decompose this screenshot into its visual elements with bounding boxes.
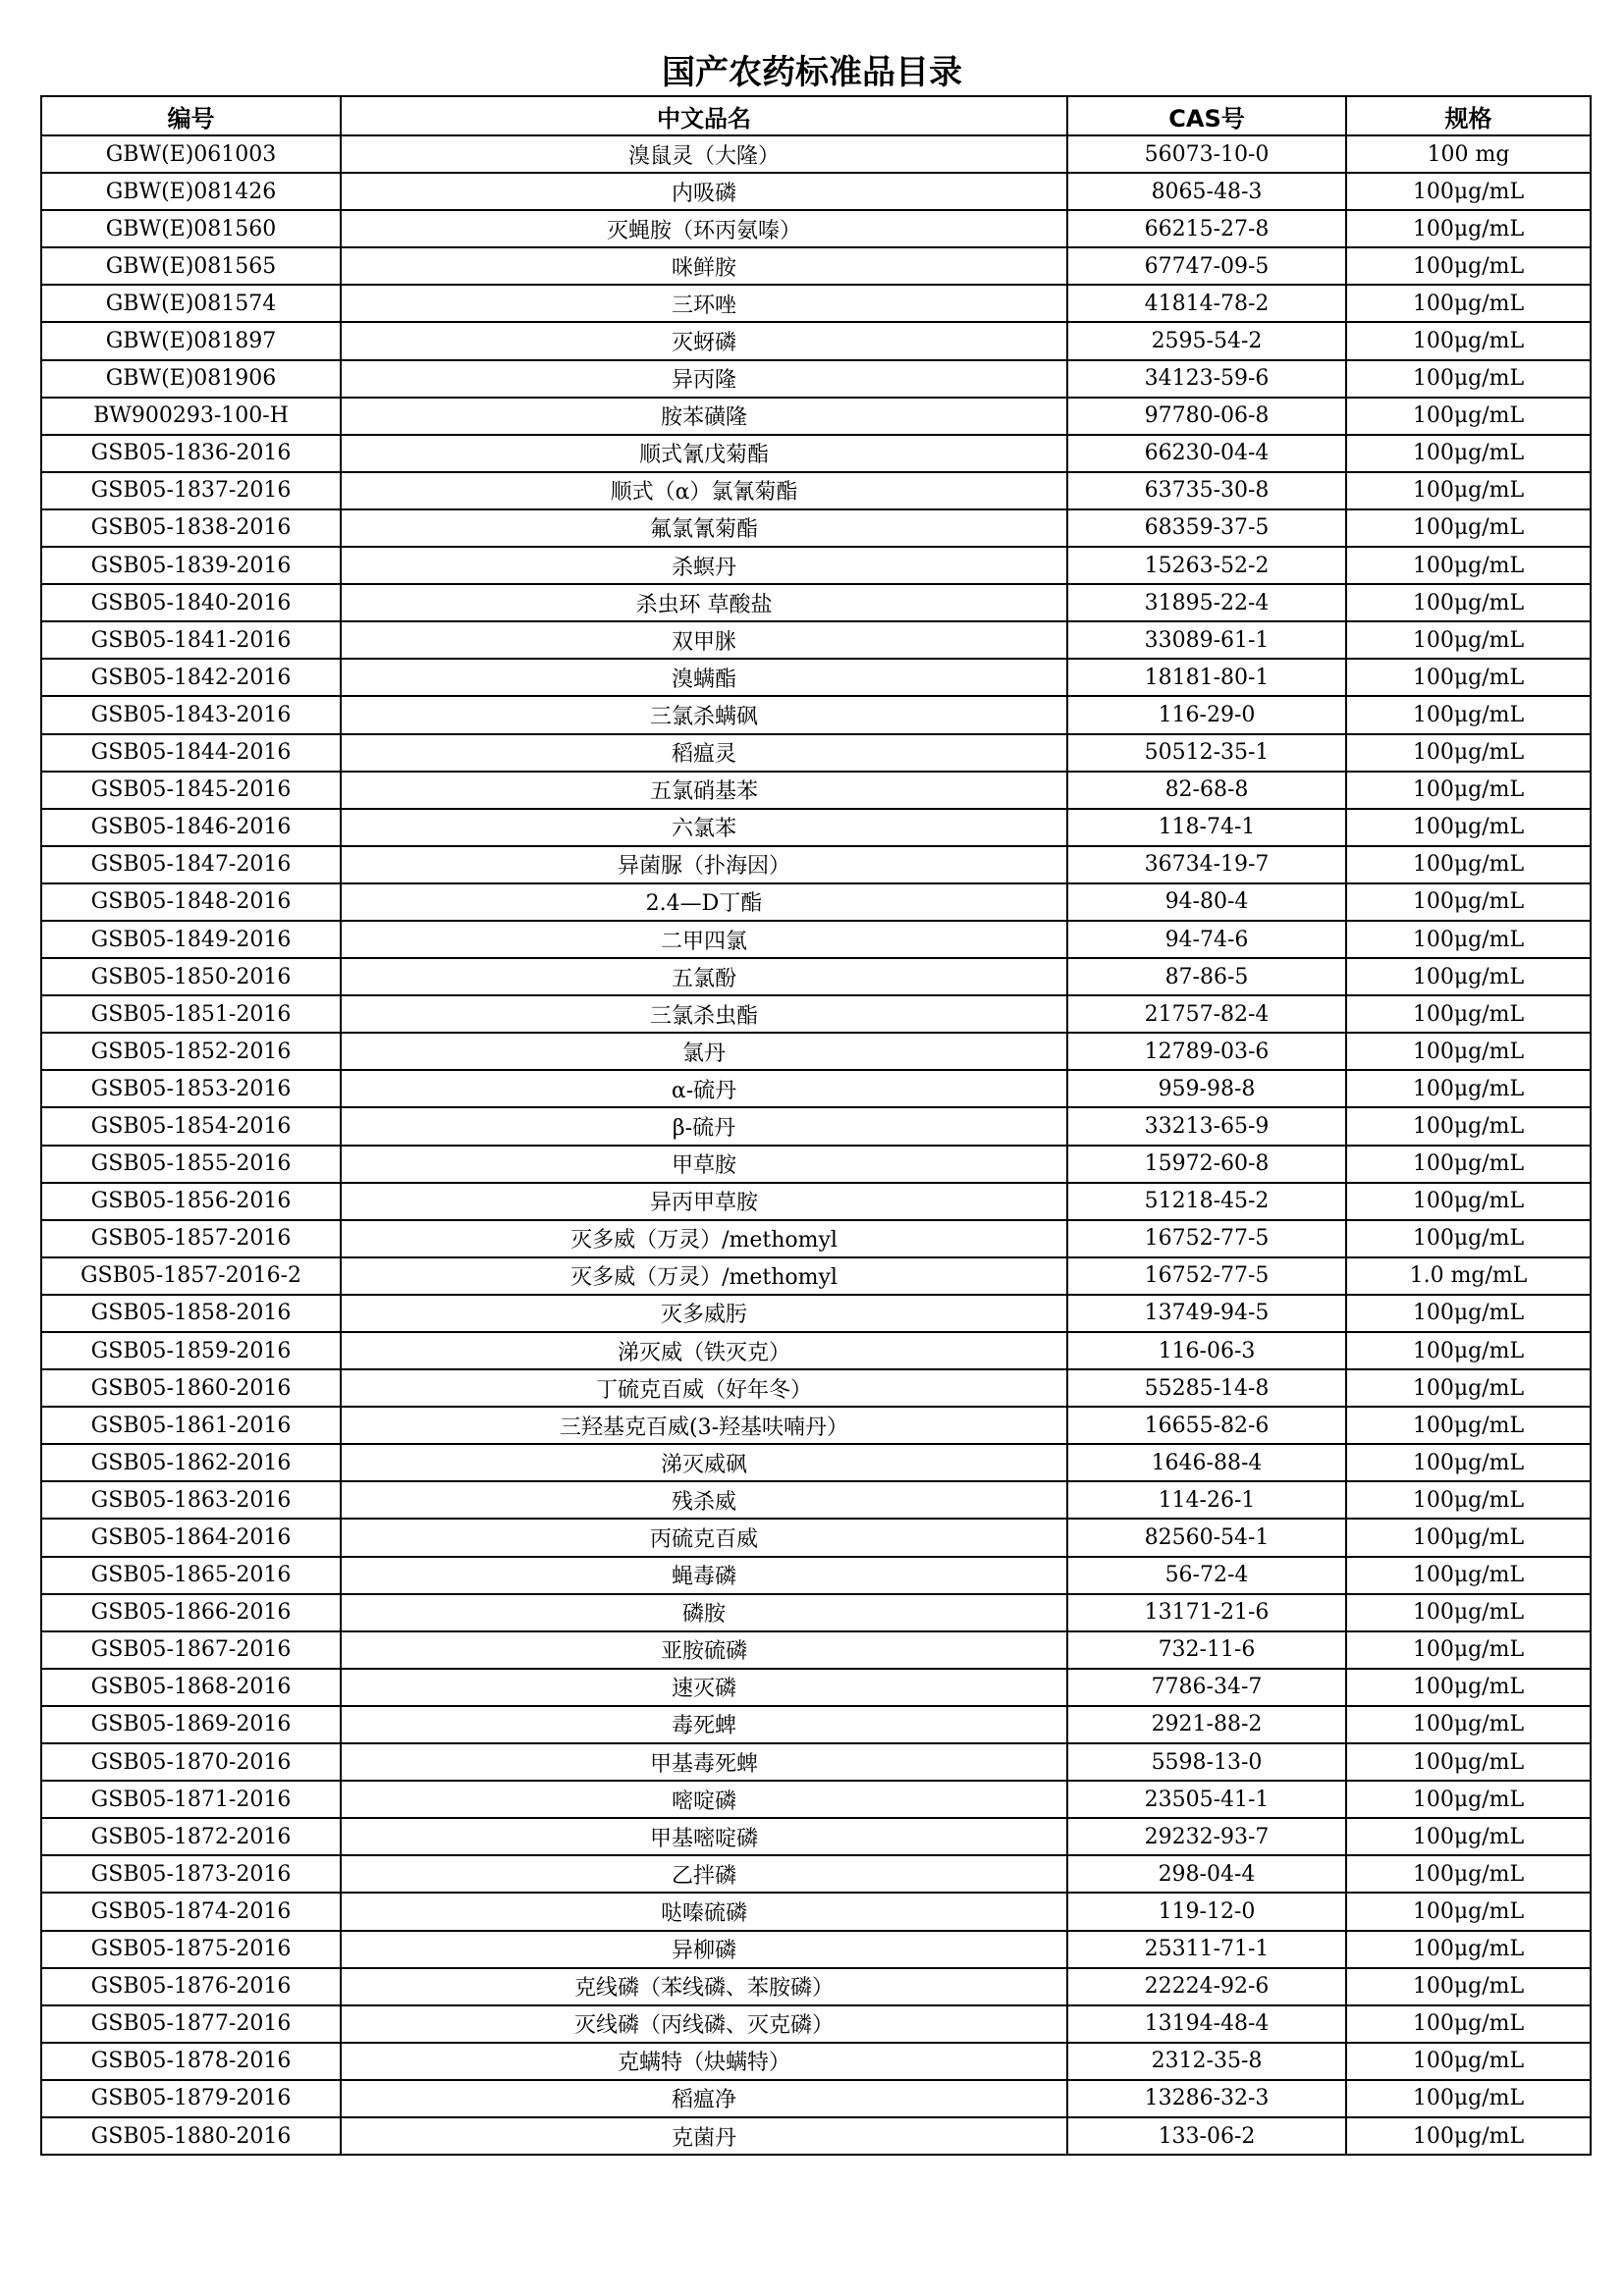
cell-spec: 100μg/mL [1346, 2005, 1591, 2043]
cell-name: α-硫丹 [341, 1070, 1067, 1107]
cell-name: 亚胺硫磷 [341, 1631, 1067, 1669]
cell-cas: 8065-48-3 [1067, 173, 1346, 210]
cell-spec: 100μg/mL [1346, 173, 1591, 210]
cell-code: GSB05-1873-2016 [41, 1855, 341, 1893]
cell-code: GSB05-1837-2016 [41, 472, 341, 509]
cell-spec: 100μg/mL [1346, 809, 1591, 846]
cell-name: 双甲脒 [341, 621, 1067, 659]
cell-cas: 82-68-8 [1067, 772, 1346, 809]
cell-cas: 34123-59-6 [1067, 360, 1346, 398]
cell-cas: 2312-35-8 [1067, 2043, 1346, 2080]
table-row [41, 1893, 1591, 1930]
cell-name: 甲草胺 [341, 1146, 1067, 1183]
table-row [41, 360, 1591, 398]
cell-cas: 133-06-2 [1067, 2117, 1346, 2155]
cell-code: GSB05-1852-2016 [41, 1033, 341, 1070]
cell-spec: 100μg/mL [1346, 1743, 1591, 1781]
table-row [41, 883, 1591, 921]
table-row [41, 734, 1591, 772]
cell-code: GSB05-1879-2016 [41, 2080, 341, 2117]
cell-name: 杀虫环 草酸盐 [341, 584, 1067, 621]
cell-spec: 100μg/mL [1346, 1146, 1591, 1183]
table-row [41, 435, 1591, 472]
table-row [41, 1669, 1591, 1706]
cell-code: GSB05-1845-2016 [41, 772, 341, 809]
table-row [41, 1146, 1591, 1183]
table-row [41, 921, 1591, 958]
cell-spec: 100μg/mL [1346, 1070, 1591, 1107]
cell-spec: 100μg/mL [1346, 547, 1591, 584]
cell-cas: 31895-22-4 [1067, 584, 1346, 621]
table-row [41, 247, 1591, 285]
table-row [41, 1070, 1591, 1107]
table-row [41, 210, 1591, 247]
cell-cas: 2921-88-2 [1067, 1706, 1346, 1743]
cell-code: GSB05-1850-2016 [41, 958, 341, 995]
table-row [41, 2043, 1591, 2080]
cell-name: 涕灭威（铁灭克） [341, 1332, 1067, 1369]
cell-spec: 100 mg [1346, 135, 1591, 173]
cell-cas: 50512-35-1 [1067, 734, 1346, 772]
cell-name: 异柳磷 [341, 1931, 1067, 1968]
cell-name: 甲基嘧啶磷 [341, 1818, 1067, 1855]
cell-code: GSB05-1856-2016 [41, 1183, 341, 1220]
cell-cas: 56073-10-0 [1067, 135, 1346, 173]
cell-cas: 25311-71-1 [1067, 1931, 1346, 1968]
cell-name: 哒嗪硫磷 [341, 1893, 1067, 1930]
cell-spec: 100μg/mL [1346, 734, 1591, 772]
cell-spec: 100μg/mL [1346, 1033, 1591, 1070]
cell-spec: 100μg/mL [1346, 360, 1591, 398]
cell-spec: 100μg/mL [1346, 2117, 1591, 2155]
cell-cas: 118-74-1 [1067, 809, 1346, 846]
cell-code: GSB05-1862-2016 [41, 1444, 341, 1481]
cell-spec: 100μg/mL [1346, 1669, 1591, 1706]
cell-code: BW900293-100-H [41, 398, 341, 435]
cell-spec: 100μg/mL [1346, 435, 1591, 472]
cell-name: 灭蝇胺（环丙氨嗪） [341, 210, 1067, 247]
cell-code: GSB05-1861-2016 [41, 1407, 341, 1444]
cell-name: 磷胺 [341, 1594, 1067, 1631]
cell-name: 异丙隆 [341, 360, 1067, 398]
cell-spec: 100μg/mL [1346, 2043, 1591, 2080]
cell-cas: 7786-34-7 [1067, 1669, 1346, 1706]
cell-cas: 16655-82-6 [1067, 1407, 1346, 1444]
table-row [41, 472, 1591, 509]
cell-name: 丁硫克百威（好年冬） [341, 1369, 1067, 1407]
cell-spec: 100μg/mL [1346, 772, 1591, 809]
cell-cas: 66215-27-8 [1067, 210, 1346, 247]
cell-cas: 87-86-5 [1067, 958, 1346, 995]
cell-code: GSB05-1874-2016 [41, 1893, 341, 1930]
cell-cas: 97780-06-8 [1067, 398, 1346, 435]
table-row [41, 846, 1591, 883]
cell-spec: 100μg/mL [1346, 1183, 1591, 1220]
table-row [41, 772, 1591, 809]
cell-cas: 119-12-0 [1067, 1893, 1346, 1930]
cell-spec: 100μg/mL [1346, 958, 1591, 995]
table-row [41, 1818, 1591, 1855]
table-row [41, 1407, 1591, 1444]
cell-cas: 94-80-4 [1067, 883, 1346, 921]
cell-cas: 18181-80-1 [1067, 659, 1346, 696]
cell-spec: 100μg/mL [1346, 1594, 1591, 1631]
cell-name: 胺苯磺隆 [341, 398, 1067, 435]
cell-name: 咪鲜胺 [341, 247, 1067, 285]
header-code: 编号 [41, 96, 341, 135]
cell-name: β-硫丹 [341, 1107, 1067, 1145]
cell-cas: 67747-09-5 [1067, 247, 1346, 285]
cell-code: GSB05-1849-2016 [41, 921, 341, 958]
cell-cas: 15263-52-2 [1067, 547, 1346, 584]
table-row [41, 1220, 1591, 1257]
cell-spec: 100μg/mL [1346, 1519, 1591, 1556]
cell-cas: 21757-82-4 [1067, 995, 1346, 1033]
cell-code: GSB05-1863-2016 [41, 1481, 341, 1519]
cell-cas: 94-74-6 [1067, 921, 1346, 958]
cell-cas: 36734-19-7 [1067, 846, 1346, 883]
cell-code: GSB05-1869-2016 [41, 1706, 341, 1743]
cell-cas: 13171-21-6 [1067, 1594, 1346, 1631]
cell-name: 氟氯氰菊酯 [341, 509, 1067, 547]
table-row [41, 958, 1591, 995]
cell-name: 五氯硝基苯 [341, 772, 1067, 809]
table-row [41, 1631, 1591, 1669]
cell-code: GSB05-1877-2016 [41, 2005, 341, 2043]
table-row [41, 2080, 1591, 2117]
cell-spec: 100μg/mL [1346, 1444, 1591, 1481]
cell-code: GSB05-1851-2016 [41, 995, 341, 1033]
cell-spec: 100μg/mL [1346, 1557, 1591, 1594]
cell-code: GBW(E)081897 [41, 322, 341, 359]
cell-cas: 116-29-0 [1067, 696, 1346, 733]
table-row [41, 2117, 1591, 2155]
cell-code: GSB05-1875-2016 [41, 1931, 341, 1968]
cell-cas: 15972-60-8 [1067, 1146, 1346, 1183]
table-row [41, 285, 1591, 322]
table-row [41, 1706, 1591, 1743]
cell-name: 溴螨酯 [341, 659, 1067, 696]
cell-code: GSB05-1836-2016 [41, 435, 341, 472]
cell-code: GBW(E)081426 [41, 173, 341, 210]
cell-cas: 13286-32-3 [1067, 2080, 1346, 2117]
cell-spec: 100μg/mL [1346, 995, 1591, 1033]
cell-spec: 100μg/mL [1346, 696, 1591, 733]
cell-name: 杀螟丹 [341, 547, 1067, 584]
cell-spec: 100μg/mL [1346, 883, 1591, 921]
cell-cas: 13194-48-4 [1067, 2005, 1346, 2043]
cell-spec: 100μg/mL [1346, 1107, 1591, 1145]
cell-cas: 5598-13-0 [1067, 1743, 1346, 1781]
cell-name: 稻瘟灵 [341, 734, 1067, 772]
cell-code: GSB05-1880-2016 [41, 2117, 341, 2155]
cell-name: 五氯酚 [341, 958, 1067, 995]
table-row [41, 173, 1591, 210]
cell-cas: 51218-45-2 [1067, 1183, 1346, 1220]
header-cas: CAS号 [1067, 96, 1346, 135]
cell-code: GSB05-1872-2016 [41, 1818, 341, 1855]
cell-name: 克螨特（炔螨特） [341, 2043, 1067, 2080]
cell-name: 三环唑 [341, 285, 1067, 322]
cell-spec: 100μg/mL [1346, 1369, 1591, 1407]
table-row [41, 509, 1591, 547]
cell-cas: 13749-94-5 [1067, 1295, 1346, 1332]
cell-cas: 33213-65-9 [1067, 1107, 1346, 1145]
cell-code: GSB05-1866-2016 [41, 1594, 341, 1631]
cell-name: 稻瘟净 [341, 2080, 1067, 2117]
cell-code: GSB05-1853-2016 [41, 1070, 341, 1107]
cell-code: GSB05-1864-2016 [41, 1519, 341, 1556]
cell-code: GBW(E)081906 [41, 360, 341, 398]
cell-cas: 732-11-6 [1067, 1631, 1346, 1669]
cell-code: GSB05-1843-2016 [41, 696, 341, 733]
cell-cas: 66230-04-4 [1067, 435, 1346, 472]
cell-spec: 100μg/mL [1346, 1781, 1591, 1818]
cell-cas: 23505-41-1 [1067, 1781, 1346, 1818]
cell-code: GSB05-1839-2016 [41, 547, 341, 584]
cell-code: GSB05-1846-2016 [41, 809, 341, 846]
cell-code: GSB05-1838-2016 [41, 509, 341, 547]
table-row [41, 398, 1591, 435]
cell-code: GBW(E)061003 [41, 135, 341, 173]
table-row [41, 621, 1591, 659]
cell-cas: 2595-54-2 [1067, 322, 1346, 359]
cell-spec: 100μg/mL [1346, 621, 1591, 659]
cell-code: GSB05-1860-2016 [41, 1369, 341, 1407]
cell-spec: 100μg/mL [1346, 509, 1591, 547]
cell-cas: 68359-37-5 [1067, 509, 1346, 547]
cell-cas: 298-04-4 [1067, 1855, 1346, 1893]
cell-name: 涕灭威砜 [341, 1444, 1067, 1481]
cell-cas: 114-26-1 [1067, 1481, 1346, 1519]
table-row [41, 1183, 1591, 1220]
cell-name: 蝇毒磷 [341, 1557, 1067, 1594]
table-row [41, 696, 1591, 733]
table-row [41, 1295, 1591, 1332]
cell-name: 异菌脲（扑海因） [341, 846, 1067, 883]
cell-cas: 33089-61-1 [1067, 621, 1346, 659]
cell-spec: 100μg/mL [1346, 1818, 1591, 1855]
cell-code: GSB05-1870-2016 [41, 1743, 341, 1781]
cell-code: GSB05-1854-2016 [41, 1107, 341, 1145]
cell-cas: 22224-92-6 [1067, 1968, 1346, 2005]
cell-name: 2.4—D丁酯 [341, 883, 1067, 921]
cell-cas: 56-72-4 [1067, 1557, 1346, 1594]
cell-code: GSB05-1847-2016 [41, 846, 341, 883]
cell-spec: 100μg/mL [1346, 2080, 1591, 2117]
table-row [41, 322, 1591, 359]
cell-spec: 100μg/mL [1346, 1968, 1591, 2005]
cell-code: GSB05-1871-2016 [41, 1781, 341, 1818]
cell-spec: 100μg/mL [1346, 1893, 1591, 1930]
cell-name: 三氯杀螨砜 [341, 696, 1067, 733]
cell-code: GSB05-1848-2016 [41, 883, 341, 921]
cell-code: GSB05-1876-2016 [41, 1968, 341, 2005]
cell-spec: 100μg/mL [1346, 1220, 1591, 1257]
cell-cas: 12789-03-6 [1067, 1033, 1346, 1070]
cell-name: 灭多威肟 [341, 1295, 1067, 1332]
catalog-body [41, 135, 1591, 2155]
table-row [41, 1594, 1591, 1631]
cell-cas: 116-06-3 [1067, 1332, 1346, 1369]
table-row [41, 1033, 1591, 1070]
cell-name: 溴鼠灵（大隆） [341, 135, 1067, 173]
table-row [41, 1519, 1591, 1556]
cell-name: 克线磷（苯线磷、苯胺磷） [341, 1968, 1067, 2005]
cell-code: GSB05-1842-2016 [41, 659, 341, 696]
cell-spec: 100μg/mL [1346, 1295, 1591, 1332]
table-row [41, 1481, 1591, 1519]
cell-spec: 100μg/mL [1346, 210, 1591, 247]
table-row [41, 1369, 1591, 1407]
table-row [41, 809, 1591, 846]
cell-name: 内吸磷 [341, 173, 1067, 210]
cell-cas: 959-98-8 [1067, 1070, 1346, 1107]
cell-spec: 100μg/mL [1346, 1332, 1591, 1369]
header-name: 中文品名 [341, 96, 1067, 135]
table-row [41, 1931, 1591, 1968]
cell-name: 六氯苯 [341, 809, 1067, 846]
cell-spec: 100μg/mL [1346, 1931, 1591, 1968]
table-row [41, 2005, 1591, 2043]
table-row [41, 1781, 1591, 1818]
header-spec: 规格 [1346, 96, 1591, 135]
cell-code: GSB05-1878-2016 [41, 2043, 341, 2080]
cell-code: GSB05-1855-2016 [41, 1146, 341, 1183]
cell-name: 克菌丹 [341, 2117, 1067, 2155]
cell-code: GSB05-1867-2016 [41, 1631, 341, 1669]
cell-name: 嘧啶磷 [341, 1781, 1067, 1818]
cell-spec: 100μg/mL [1346, 398, 1591, 435]
table-row [41, 547, 1591, 584]
cell-spec: 100μg/mL [1346, 285, 1591, 322]
cell-name: 甲基毒死蜱 [341, 1743, 1067, 1781]
table-row [41, 1332, 1591, 1369]
table-row [41, 135, 1591, 173]
catalog-table [40, 95, 1592, 2156]
cell-code: GSB05-1859-2016 [41, 1332, 341, 1369]
cell-spec: 100μg/mL [1346, 247, 1591, 285]
cell-code: GSB05-1858-2016 [41, 1295, 341, 1332]
table-row [41, 1855, 1591, 1893]
cell-name: 灭线磷（丙线磷、灭克磷） [341, 2005, 1067, 2043]
cell-spec: 100μg/mL [1346, 584, 1591, 621]
cell-name: 三氯杀虫酯 [341, 995, 1067, 1033]
table-row [41, 1743, 1591, 1781]
cell-spec: 100μg/mL [1346, 921, 1591, 958]
cell-spec: 100μg/mL [1346, 1631, 1591, 1669]
cell-spec: 100μg/mL [1346, 659, 1591, 696]
cell-cas: 16752-77-5 [1067, 1220, 1346, 1257]
cell-code: GSB05-1841-2016 [41, 621, 341, 659]
cell-name: 灭多威（万灵）/methomyl [341, 1257, 1067, 1295]
header-row [41, 96, 1591, 135]
table-row [41, 1107, 1591, 1145]
cell-name: 毒死蜱 [341, 1706, 1067, 1743]
cell-cas: 82560-54-1 [1067, 1519, 1346, 1556]
cell-spec: 100μg/mL [1346, 1706, 1591, 1743]
cell-name: 速灭磷 [341, 1669, 1067, 1706]
cell-code: GSB05-1865-2016 [41, 1557, 341, 1594]
table-row [41, 659, 1591, 696]
cell-code: GSB05-1857-2016-2 [41, 1257, 341, 1295]
cell-spec: 100μg/mL [1346, 472, 1591, 509]
cell-cas: 63735-30-8 [1067, 472, 1346, 509]
cell-code: GSB05-1844-2016 [41, 734, 341, 772]
cell-name: 异丙甲草胺 [341, 1183, 1067, 1220]
cell-name: 三羟基克百威(3-羟基呋喃丹） [341, 1407, 1067, 1444]
cell-code: GSB05-1868-2016 [41, 1669, 341, 1706]
cell-spec: 100μg/mL [1346, 1407, 1591, 1444]
cell-name: 顺式（α）氯氰菊酯 [341, 472, 1067, 509]
cell-cas: 1646-88-4 [1067, 1444, 1346, 1481]
cell-spec: 1.0 mg/mL [1346, 1257, 1591, 1295]
table-row [41, 995, 1591, 1033]
cell-name: 灭多威（万灵）/methomyl [341, 1220, 1067, 1257]
cell-name: 丙硫克百威 [341, 1519, 1067, 1556]
cell-code: GBW(E)081574 [41, 285, 341, 322]
table-row [41, 1444, 1591, 1481]
cell-cas: 41814-78-2 [1067, 285, 1346, 322]
cell-name: 乙拌磷 [341, 1855, 1067, 1893]
cell-cas: 29232-93-7 [1067, 1818, 1346, 1855]
table-row [41, 1557, 1591, 1594]
page-title: 国产农药标准品目录 [662, 53, 962, 92]
table-row [41, 1968, 1591, 2005]
cell-cas: 55285-14-8 [1067, 1369, 1346, 1407]
cell-name: 顺式氰戊菊酯 [341, 435, 1067, 472]
cell-code: GBW(E)081560 [41, 210, 341, 247]
cell-name: 二甲四氯 [341, 921, 1067, 958]
cell-name: 灭蚜磷 [341, 322, 1067, 359]
cell-spec: 100μg/mL [1346, 1855, 1591, 1893]
cell-name: 残杀威 [341, 1481, 1067, 1519]
cell-spec: 100μg/mL [1346, 1481, 1591, 1519]
cell-code: GSB05-1840-2016 [41, 584, 341, 621]
cell-cas: 16752-77-5 [1067, 1257, 1346, 1295]
cell-code: GBW(E)081565 [41, 247, 341, 285]
cell-spec: 100μg/mL [1346, 322, 1591, 359]
table-row [41, 584, 1591, 621]
table-row [41, 1257, 1591, 1295]
cell-name: 氯丹 [341, 1033, 1067, 1070]
cell-spec: 100μg/mL [1346, 846, 1591, 883]
cell-code: GSB05-1857-2016 [41, 1220, 341, 1257]
